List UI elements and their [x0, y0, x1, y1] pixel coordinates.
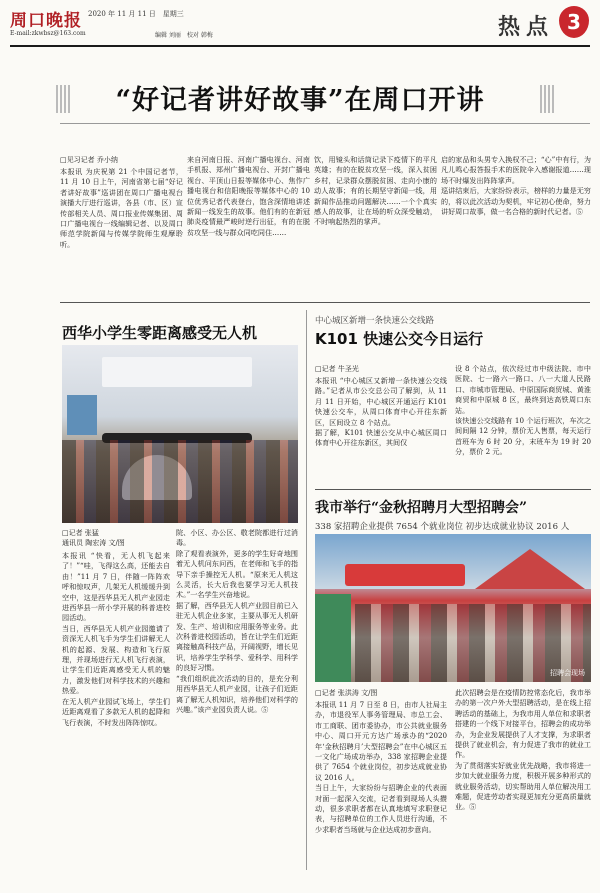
story3-column-1: 本报讯 “中心城区又新增一条快速公交线路。”记者从市公交总公司了解到，从 11 月 11 日开始，中心城区开通运行 K101 快速公交车，从周口体育中心开往东新区，区间设立 8 个站点。 据了解，K101 快速公交从中心城区周口体育中心开往东新区，其间仅: [315, 376, 447, 448]
story1-column-2: 来自河南日报、河南广播电视台、河南手机报、郑州广播电视台、开封广播电视台、平顶山日报等媒体中心、焦作广播电视台和信阳晚报等媒体中心的 10 位优秀记者代表登台，饱含深情地讲述新闻一线发生的故事。他们有的在新冠肺炎疫情最严峻时逆行出征，有的在脱贫攻坚一线与群众同吃同住……: [187, 155, 313, 237]
masthead-date: 2020 年 11 月 11 日 星期三: [88, 10, 184, 18]
story1-reporter: □见习记者 乔小纳: [60, 156, 118, 164]
story4-photo: [315, 534, 591, 682]
section-label: 热点: [498, 14, 555, 40]
page-number-badge: 3: [559, 6, 589, 38]
story1-column-1: 本报讯 为庆祝第 21 个中国记者节，11 月 10 日上午，河南省第七届“好记者讲好故事”巡讲团在周口广播电视台演播大厅进行巡讲，各县（市、区）宣传部相关人员、周口报业传媒集团、周口广播电视台一线编辑记者、以及周口师范学院新闻与传媒学院师生观摩聆听。: [60, 167, 183, 249]
photo-caption: 招聘会现场: [550, 669, 585, 677]
masthead-email: E-mail:zkwbsz@163.com: [10, 30, 86, 37]
story3-bottom-rule: [315, 489, 591, 490]
story1-column-4: 启的家品和头男专入换权不己；“心”中有行，为凡儿鸣心报答报手术的医院伞入感谢报道……现场不时爆发出阵阵掌声。 巡讲结束后，大家纷纷表示，榜样的力量是无穷的，将以此次活动为契机，牢记初心使命，努力讲好周口故事，做一名合格的新时代记者。⑤: [441, 155, 591, 217]
story4-title: 我市举行“金秋招聘月大型招聘会”: [315, 500, 528, 516]
column-divider: [306, 310, 307, 870]
story1-column-3: 饮，用镜头和话筒记录下疫情下的平凡英雄；有的在脱贫攻坚一线，深入贫困乡村，记录群众摆脱贫困、走向小康的动人故事；有的长期坚守新闻一线，用新闻作品推动问题解决……一个个真实感人的故事，让在场的听众深受触动，不时响起热烈的掌声。: [314, 155, 437, 227]
story4-column-1: 本报讯 11 月 7 日至 8 日，由市人社局主办，市退役军人事务管理局、市总工会、市工商联、团市委协办，市公共就业服务中心、周口开元方达广场承办的“2020 年‘金秋招聘月’大型招聘会”在中心城区五一文化广场成功举办，338 家招聘企业提供了 7654 个就业岗位，初步达成就业协议 2016 人。 当日上午，大家纷纷与招聘企业的代表面对面一起深入交流，记者看到现场人头攒动，很多求职者都在认真地填写求职登记表，与招聘单位的工作人员进行沟通，不少求职者当场就与企业达成初步意向。: [315, 700, 447, 834]
story1-rule: [60, 123, 590, 124]
story2-column-1: 本报讯 “快看，无人机飞起来了！”“哇，飞得这么高，还能去自由！”11 月 7 日，伴随一阵阵欢呼和惊叹声，几架无人机缓缓升到空中，这是西华县无人机产业园走进西华县一所小学开展的科普进校园活动。 当日，西华县无人机产业园邀请了资深无人机飞手为学生们讲解无人机的起源、发展、构造和飞行原理，并现场进行无人机飞行表演，让学生们近距离感受无人机的魅力，激发他们对科学技术的兴趣和热爱。 在无人机产业园试飞场上，学生们近距离观看了多款无人机的起降和飞行表演，不时发出阵阵惊叹。: [62, 551, 170, 727]
photo-students-crowd: [62, 440, 298, 523]
story2-title: 西华小学生零距离感受无人机: [62, 324, 258, 342]
story1-headline: “好记者讲好故事”在周口开讲: [115, 85, 485, 116]
masthead-paper-name: 周口晚报: [10, 11, 82, 31]
story3-column-2: 设 8 个站点，依次经过市中级法院、市中医院、七一路六一路口、八一大道人民路口、市城市管理局、中原国际商贸城、黄淮商贸和中原城 8 区，最终到达高铁周口东站。 该快速公交线路有 10 个运行班次，车次之间间隔 12 分钟，票价无人售票，每天运行首班车为 6 时 20 分，末班车为 19 时 20 分，票价 2 元。: [455, 364, 591, 457]
story2-photo: [62, 345, 298, 523]
story2-reporter: □记者 张猛 通讯员 陶宏涛 文/图: [62, 529, 125, 547]
story4-column-2: 此次招聘会是在疫情防控常态化后，我市举办的第一次户外大型招聘活动，是在线上招聘活动的基础上，为我市用人单位和求职者搭建的一个线下对接平台，招聘会的成功举办，为企业发展提供了人才支撑，为求职者提供了就业机会，有力促进了我市的就业工作。 为了贯彻落实好就业优先战略，我市将进一步加大就业服务力度，积极开展多种形式的就业服务活动，切实帮助用人单位解决用工难题，促进劳动者实现更加充分更高质量就业。⑤: [455, 688, 591, 812]
story1-bottom-rule: [60, 302, 590, 303]
masthead-rule: [10, 45, 590, 47]
masthead-editor: 编辑 刘丽 校对 韩梅: [155, 32, 213, 39]
photo-green-board: [315, 594, 351, 682]
story3-title: K101 快速公交今日运行: [315, 330, 484, 348]
story3-kicker: 中心城区新增一条快速公交线路: [315, 316, 435, 326]
story4-subtitle: 338 家招聘企业提供 7654 个就业岗位 初步达成就业协议 2016 人: [315, 522, 570, 532]
photo-banner: [345, 564, 465, 586]
photo-ceiling-lights: [102, 357, 252, 387]
story4-reporter: □记者 张洪涛 文/图: [315, 689, 378, 697]
story3-reporter: □记者 牛圣光: [315, 365, 359, 373]
photo-window: [67, 395, 97, 435]
story2-column-2: 院、小区、办公区、敬老院都进行过消毒。 除了观看表演外，更多的学生好奇地围着无人机问东问西，在老师和飞手的指导下亲手操控无人机。“原来无人机这么灵活，长大后我也要学习无人机技术。”一名学生兴奋地说。 据了解，西华县无人机产业园目前已入驻无人机企业多家，主要从事无人机研发、生产、培训和应用服务等业务。此次科普进校园活动，旨在让学生们近距离接触高科技产品，开阔视野，增长见识，培养学生学科学、爱科学、用科学的良好习惯。 “我们组织此次活动的目的，是充分利用西华县无人机产业园，让孩子们近距离了解无人机知识，培养他们对科学的兴趣。”该产业园负责人说。⑤: [176, 528, 298, 714]
